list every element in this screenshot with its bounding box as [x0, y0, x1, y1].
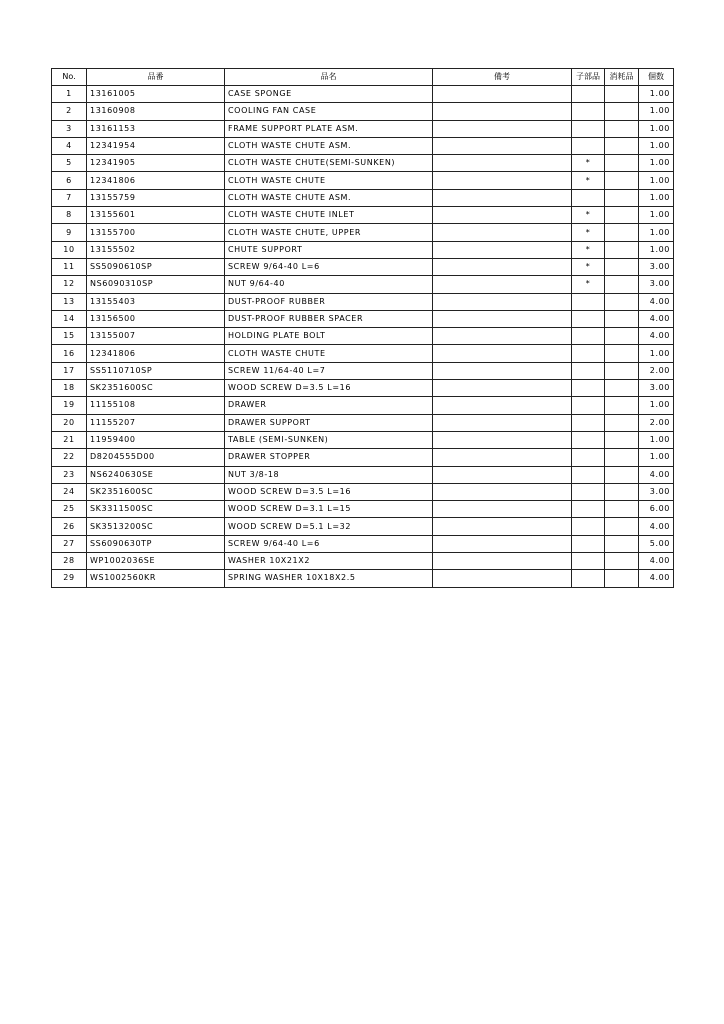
- part-name: CLOTH WASTE CHUTE(SEMI-SUNKEN): [225, 155, 433, 172]
- sub-part-mark: *: [572, 276, 605, 293]
- part-name: WOOD SCREW D=3.5 L=16: [225, 380, 433, 397]
- row-number: 19: [52, 397, 87, 414]
- consumable-mark: [605, 570, 639, 587]
- remark-cell: [433, 535, 572, 552]
- part-name: WOOD SCREW D=3.1 L=15: [225, 501, 433, 518]
- row-number: 28: [52, 553, 87, 570]
- row-number: 11: [52, 258, 87, 275]
- row-number: 23: [52, 466, 87, 483]
- part-code: 13155007: [87, 328, 225, 345]
- row-number: 10: [52, 241, 87, 258]
- remark-cell: [433, 172, 572, 189]
- table-row: [52, 310, 674, 327]
- sub-part-mark: [572, 466, 605, 483]
- remark-cell: [433, 466, 572, 483]
- row-number: 27: [52, 535, 87, 552]
- header-remarks: 備考: [433, 69, 572, 86]
- header-quantity: 個数: [639, 69, 674, 86]
- remark-cell: [433, 501, 572, 518]
- part-name: WOOD SCREW D=3.5 L=16: [225, 483, 433, 500]
- part-code: 13156500: [87, 310, 225, 327]
- sub-part-mark: [572, 397, 605, 414]
- table-row: [52, 466, 674, 483]
- quantity: 3.00: [639, 483, 674, 500]
- part-code: 13155601: [87, 207, 225, 224]
- consumable-mark: [605, 397, 639, 414]
- remark-cell: [433, 362, 572, 379]
- table-row: [52, 86, 674, 103]
- part-name: CHUTE SUPPORT: [225, 241, 433, 258]
- remark-cell: [433, 483, 572, 500]
- quantity: 4.00: [639, 553, 674, 570]
- consumable-mark: [605, 362, 639, 379]
- quantity: 4.00: [639, 570, 674, 587]
- sub-part-mark: *: [572, 155, 605, 172]
- row-number: 24: [52, 483, 87, 500]
- table-row: [52, 535, 674, 552]
- row-number: 14: [52, 310, 87, 327]
- header-sub-part: 子部品: [572, 69, 605, 86]
- row-number: 21: [52, 431, 87, 448]
- remark-cell: [433, 120, 572, 137]
- remark-cell: [433, 414, 572, 431]
- part-name: CLOTH WASTE CHUTE, UPPER: [225, 224, 433, 241]
- remark-cell: [433, 570, 572, 587]
- part-name: DUST-PROOF RUBBER SPACER: [225, 310, 433, 327]
- part-name: NUT 9/64-40: [225, 276, 433, 293]
- part-code: WP1002036SE: [87, 553, 225, 570]
- row-number: 3: [52, 120, 87, 137]
- table-row: [52, 553, 674, 570]
- remark-cell: [433, 137, 572, 154]
- consumable-mark: [605, 276, 639, 293]
- remark-cell: [433, 155, 572, 172]
- sub-part-mark: [572, 137, 605, 154]
- quantity: 1.00: [639, 449, 674, 466]
- part-code: NS6090310SP: [87, 276, 225, 293]
- quantity: 1.00: [639, 189, 674, 206]
- table-row: [52, 483, 674, 500]
- sub-part-mark: [572, 414, 605, 431]
- remark-cell: [433, 310, 572, 327]
- consumable-mark: [605, 310, 639, 327]
- sub-part-mark: *: [572, 241, 605, 258]
- table-row: [52, 155, 674, 172]
- remark-cell: [433, 207, 572, 224]
- row-number: 8: [52, 207, 87, 224]
- remark-cell: [433, 86, 572, 103]
- quantity: 1.00: [639, 207, 674, 224]
- row-number: 5: [52, 155, 87, 172]
- row-number: 20: [52, 414, 87, 431]
- consumable-mark: [605, 518, 639, 535]
- part-name: DUST-PROOF RUBBER: [225, 293, 433, 310]
- remark-cell: [433, 276, 572, 293]
- table-body: [52, 86, 674, 588]
- part-name: CLOTH WASTE CHUTE INLET: [225, 207, 433, 224]
- part-name: NUT 3/8-18: [225, 466, 433, 483]
- table-row: [52, 518, 674, 535]
- consumable-mark: [605, 137, 639, 154]
- quantity: 1.00: [639, 137, 674, 154]
- sub-part-mark: [572, 189, 605, 206]
- remark-cell: [433, 241, 572, 258]
- part-code: 13155759: [87, 189, 225, 206]
- table-row: [52, 414, 674, 431]
- sub-part-mark: [572, 310, 605, 327]
- header-no: No.: [52, 69, 87, 86]
- table-row: [52, 120, 674, 137]
- consumable-mark: [605, 103, 639, 120]
- row-number: 9: [52, 224, 87, 241]
- sub-part-mark: *: [572, 224, 605, 241]
- row-number: 7: [52, 189, 87, 206]
- quantity: 6.00: [639, 501, 674, 518]
- consumable-mark: [605, 501, 639, 518]
- table-row: [52, 189, 674, 206]
- quantity: 1.00: [639, 345, 674, 362]
- row-number: 16: [52, 345, 87, 362]
- part-code: 13155502: [87, 241, 225, 258]
- part-code: SK2351600SC: [87, 483, 225, 500]
- row-number: 1: [52, 86, 87, 103]
- quantity: 4.00: [639, 310, 674, 327]
- part-name: WOOD SCREW D=5.1 L=32: [225, 518, 433, 535]
- part-name: CASE SPONGE: [225, 86, 433, 103]
- remark-cell: [433, 103, 572, 120]
- part-name: HOLDING PLATE BOLT: [225, 328, 433, 345]
- table-row: [52, 362, 674, 379]
- table-row: [52, 258, 674, 275]
- sub-part-mark: *: [572, 207, 605, 224]
- sub-part-mark: [572, 120, 605, 137]
- sub-part-mark: [572, 483, 605, 500]
- table-row: [52, 380, 674, 397]
- quantity: 2.00: [639, 362, 674, 379]
- quantity: 1.00: [639, 120, 674, 137]
- part-name: FRAME SUPPORT PLATE ASM.: [225, 120, 433, 137]
- consumable-mark: [605, 155, 639, 172]
- part-name: WASHER 10X21X2: [225, 553, 433, 570]
- quantity: 1.00: [639, 397, 674, 414]
- remark-cell: [433, 258, 572, 275]
- table-row: [52, 172, 674, 189]
- sub-part-mark: [572, 570, 605, 587]
- part-name: DRAWER: [225, 397, 433, 414]
- sub-part-mark: *: [572, 172, 605, 189]
- quantity: 3.00: [639, 276, 674, 293]
- consumable-mark: [605, 466, 639, 483]
- row-number: 29: [52, 570, 87, 587]
- remark-cell: [433, 224, 572, 241]
- sub-part-mark: [572, 501, 605, 518]
- table-header-row: [52, 69, 674, 86]
- sub-part-mark: [572, 431, 605, 448]
- table-row: [52, 207, 674, 224]
- part-name: SCREW 11/64-40 L=7: [225, 362, 433, 379]
- consumable-mark: [605, 207, 639, 224]
- part-code: WS1002560KR: [87, 570, 225, 587]
- part-code: D8204555D00: [87, 449, 225, 466]
- sub-part-mark: [572, 328, 605, 345]
- consumable-mark: [605, 535, 639, 552]
- part-name: CLOTH WASTE CHUTE ASM.: [225, 189, 433, 206]
- part-name: SCREW 9/64-40 L=6: [225, 258, 433, 275]
- part-code: SS5090610SP: [87, 258, 225, 275]
- consumable-mark: [605, 258, 639, 275]
- row-number: 4: [52, 137, 87, 154]
- part-code: 11155108: [87, 397, 225, 414]
- header-part-code: 品番: [87, 69, 225, 86]
- consumable-mark: [605, 86, 639, 103]
- part-name: CLOTH WASTE CHUTE ASM.: [225, 137, 433, 154]
- consumable-mark: [605, 189, 639, 206]
- table-row: [52, 449, 674, 466]
- sub-part-mark: [572, 362, 605, 379]
- consumable-mark: [605, 414, 639, 431]
- table-row: [52, 241, 674, 258]
- table-row: [52, 103, 674, 120]
- remark-cell: [433, 449, 572, 466]
- table-row: [52, 293, 674, 310]
- part-name: DRAWER STOPPER: [225, 449, 433, 466]
- parts-list-table: [51, 68, 674, 588]
- row-number: 22: [52, 449, 87, 466]
- row-number: 6: [52, 172, 87, 189]
- header-part-name: 品名: [225, 69, 433, 86]
- table-row: [52, 328, 674, 345]
- consumable-mark: [605, 328, 639, 345]
- consumable-mark: [605, 380, 639, 397]
- part-code: 11959400: [87, 431, 225, 448]
- consumable-mark: [605, 431, 639, 448]
- quantity: 3.00: [639, 380, 674, 397]
- consumable-mark: [605, 553, 639, 570]
- sub-part-mark: *: [572, 258, 605, 275]
- part-code: 13160908: [87, 103, 225, 120]
- part-code: SK3513200SC: [87, 518, 225, 535]
- table-row: [52, 397, 674, 414]
- quantity: 1.00: [639, 241, 674, 258]
- part-code: 11155207: [87, 414, 225, 431]
- part-code: SS5110710SP: [87, 362, 225, 379]
- quantity: 4.00: [639, 293, 674, 310]
- table-row: [52, 431, 674, 448]
- quantity: 2.00: [639, 414, 674, 431]
- quantity: 1.00: [639, 103, 674, 120]
- part-code: 13161153: [87, 120, 225, 137]
- table-row: [52, 137, 674, 154]
- part-code: NS6240630SE: [87, 466, 225, 483]
- remark-cell: [433, 189, 572, 206]
- consumable-mark: [605, 483, 639, 500]
- quantity: 1.00: [639, 224, 674, 241]
- consumable-mark: [605, 241, 639, 258]
- table-row: [52, 276, 674, 293]
- part-code: SK2351600SC: [87, 380, 225, 397]
- consumable-mark: [605, 120, 639, 137]
- remark-cell: [433, 380, 572, 397]
- part-name: CLOTH WASTE CHUTE: [225, 345, 433, 362]
- quantity: 3.00: [639, 258, 674, 275]
- part-code: 12341905: [87, 155, 225, 172]
- sub-part-mark: [572, 553, 605, 570]
- part-code: SS6090630TP: [87, 535, 225, 552]
- remark-cell: [433, 345, 572, 362]
- sub-part-mark: [572, 535, 605, 552]
- sub-part-mark: [572, 345, 605, 362]
- header-consumable: 消耗品: [605, 69, 639, 86]
- part-code: 13155700: [87, 224, 225, 241]
- consumable-mark: [605, 293, 639, 310]
- part-name: SPRING WASHER 10X18X2.5: [225, 570, 433, 587]
- quantity: 4.00: [639, 466, 674, 483]
- part-name: COOLING FAN CASE: [225, 103, 433, 120]
- quantity: 4.00: [639, 328, 674, 345]
- table-row: [52, 501, 674, 518]
- part-name: TABLE (SEMI-SUNKEN): [225, 431, 433, 448]
- part-name: SCREW 9/64-40 L=6: [225, 535, 433, 552]
- consumable-mark: [605, 172, 639, 189]
- consumable-mark: [605, 224, 639, 241]
- remark-cell: [433, 431, 572, 448]
- part-code: SK3311500SC: [87, 501, 225, 518]
- remark-cell: [433, 397, 572, 414]
- table-row: [52, 345, 674, 362]
- table-row: [52, 224, 674, 241]
- table-row: [52, 570, 674, 587]
- sub-part-mark: [572, 380, 605, 397]
- quantity: 1.00: [639, 431, 674, 448]
- part-code: 12341806: [87, 345, 225, 362]
- row-number: 25: [52, 501, 87, 518]
- remark-cell: [433, 518, 572, 535]
- part-code: 12341954: [87, 137, 225, 154]
- sub-part-mark: [572, 518, 605, 535]
- quantity: 1.00: [639, 155, 674, 172]
- remark-cell: [433, 328, 572, 345]
- part-name: DRAWER SUPPORT: [225, 414, 433, 431]
- quantity: 5.00: [639, 535, 674, 552]
- part-code: 13161005: [87, 86, 225, 103]
- remark-cell: [433, 293, 572, 310]
- row-number: 17: [52, 362, 87, 379]
- quantity: 1.00: [639, 86, 674, 103]
- sub-part-mark: [572, 103, 605, 120]
- row-number: 2: [52, 103, 87, 120]
- row-number: 13: [52, 293, 87, 310]
- sub-part-mark: [572, 449, 605, 466]
- row-number: 12: [52, 276, 87, 293]
- part-name: CLOTH WASTE CHUTE: [225, 172, 433, 189]
- quantity: 1.00: [639, 172, 674, 189]
- row-number: 18: [52, 380, 87, 397]
- sub-part-mark: [572, 86, 605, 103]
- part-code: 12341806: [87, 172, 225, 189]
- consumable-mark: [605, 449, 639, 466]
- consumable-mark: [605, 345, 639, 362]
- row-number: 15: [52, 328, 87, 345]
- quantity: 4.00: [639, 518, 674, 535]
- remark-cell: [433, 553, 572, 570]
- part-code: 13155403: [87, 293, 225, 310]
- row-number: 26: [52, 518, 87, 535]
- sub-part-mark: [572, 293, 605, 310]
